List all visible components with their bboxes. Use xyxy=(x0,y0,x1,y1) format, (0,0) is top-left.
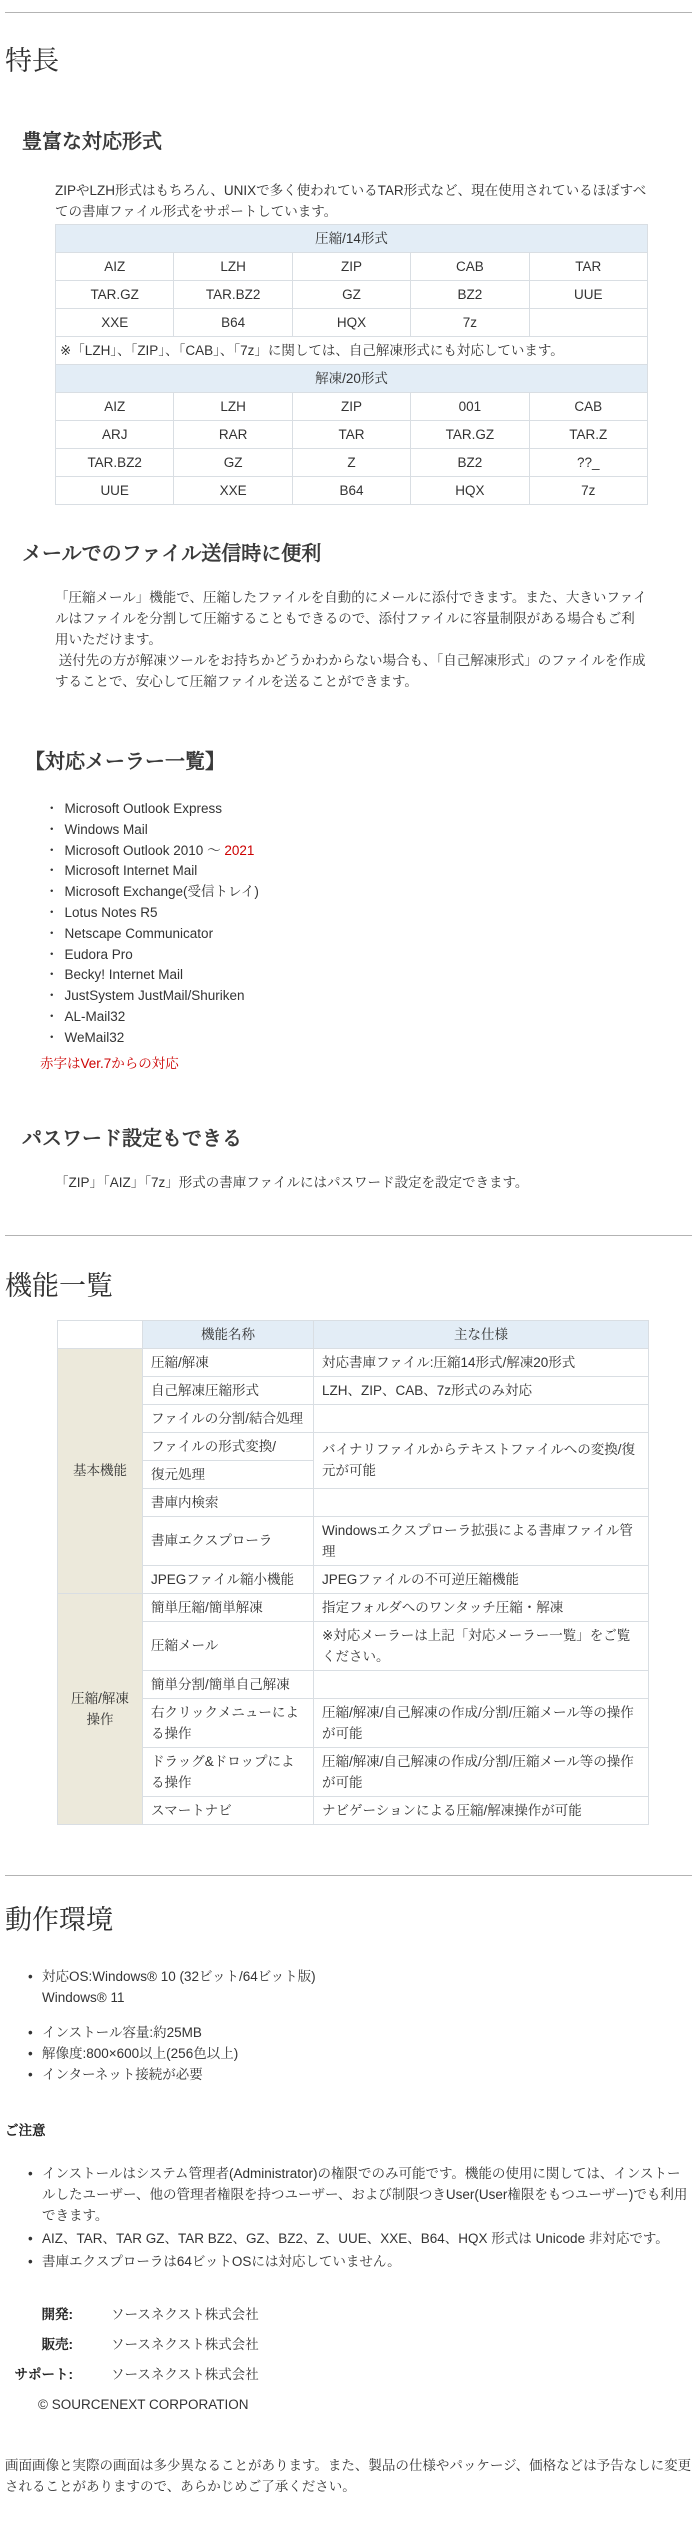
mailer-list xyxy=(0,799,700,1049)
credit-value: ソースネクスト株式会社 xyxy=(111,2336,259,2352)
function-spec-cell xyxy=(314,1670,649,1698)
table-row xyxy=(56,253,648,281)
list-item xyxy=(28,2251,690,2272)
format-cell: TAR xyxy=(529,253,647,281)
mailer-name: Windows Mail xyxy=(64,821,148,837)
table-row xyxy=(58,1670,649,1698)
list-item xyxy=(45,965,700,986)
list-bullet: ・ xyxy=(45,801,59,816)
format-cell: XXE xyxy=(56,309,174,337)
environment-line: Windows® 11 xyxy=(42,1989,125,2005)
table-row xyxy=(58,1565,649,1593)
function-name-cell: JPEGファイル縮小機能 xyxy=(143,1565,314,1593)
section-title-features: 特長 xyxy=(5,46,59,76)
format-cell: Z xyxy=(292,449,410,477)
format-cell: UUE xyxy=(529,281,647,309)
credit-value: ソースネクスト株式会社 xyxy=(111,2366,259,2382)
list-bullet: ・ xyxy=(45,988,59,1004)
credit-row xyxy=(5,2334,700,2355)
list-item xyxy=(45,799,700,820)
format-cell: 7z xyxy=(529,477,647,505)
format-cell: AIZ xyxy=(56,393,174,421)
function-spec-cell: 圧縮/解凍/自己解凍の作成/分割/圧縮メール等の操作が可能 xyxy=(314,1698,649,1747)
format-cell: ??_ xyxy=(529,449,647,477)
function-name-cell: 簡単圧縮/簡単解凍 xyxy=(143,1593,314,1621)
table-row xyxy=(58,1404,649,1432)
extract-formats-table xyxy=(55,364,648,505)
function-name-cell: ファイルの形式変換/ xyxy=(143,1432,314,1460)
section-title-mailer-list: 【対応メーラー一覧】 xyxy=(25,751,225,773)
list-bullet: • xyxy=(28,2230,33,2246)
functions-header-cell: 機能名称 xyxy=(143,1320,314,1348)
function-spec-cell: ※対応メーラーは上記「対応メーラー一覧」をご覧ください。 xyxy=(314,1621,649,1670)
list-bullet: ・ xyxy=(45,1008,59,1024)
mailer-name: Microsoft Outlook Express xyxy=(64,801,223,816)
format-cell: 7z xyxy=(411,309,529,337)
function-name-cell: 書庫内検索 xyxy=(143,1488,314,1516)
format-cell: GZ xyxy=(292,281,410,309)
list-bullet: ・ xyxy=(45,821,59,837)
top-divider xyxy=(5,12,692,13)
function-spec-cell xyxy=(314,1488,649,1516)
mailer-name: Eudora Pro xyxy=(64,946,133,962)
format-cell: TAR.Z xyxy=(529,421,647,449)
list-item xyxy=(45,1007,700,1028)
list-bullet: • xyxy=(28,1968,33,1984)
format-cell: HQX xyxy=(292,309,410,337)
mail-paragraph: 送付先の方が解凍ツールをお持ちかどうかわからない場合も、「自己解凍形式」のファイルを作成することで、安心して圧縮ファイルを送ることができます。 xyxy=(55,653,646,689)
function-spec-cell: JPEGファイルの不可逆圧縮機能 xyxy=(314,1565,649,1593)
list-item xyxy=(28,1966,690,2008)
function-group-cell: 圧縮/解凍操作 xyxy=(58,1593,143,1824)
section-title-formats: 豊富な対応形式 xyxy=(22,131,162,153)
table-row xyxy=(58,1747,649,1796)
table-row xyxy=(58,1376,649,1404)
environment-line: インターネット接続が必要 xyxy=(42,2066,203,2082)
function-name-cell: 書庫エクスプローラ xyxy=(143,1516,314,1565)
format-cell: ARJ xyxy=(56,421,174,449)
table-row xyxy=(56,309,648,337)
format-cell: 001 xyxy=(411,393,529,421)
section-title-functions: 機能一覧 xyxy=(5,1270,113,1301)
credit-label: 開発: xyxy=(41,2306,73,2322)
format-cell: LZH xyxy=(174,393,292,421)
section-title-notes: ご注意 xyxy=(5,2122,46,2138)
credit-label: サポート: xyxy=(14,2366,73,2382)
format-cell: TAR.GZ xyxy=(56,281,174,309)
note-line: 書庫エクスプローラは64ビットOSには対応していません。 xyxy=(42,2253,401,2269)
list-bullet: ・ xyxy=(45,842,59,858)
environment-line: 解像度:800×600以上(256色以上) xyxy=(42,2045,239,2061)
function-spec-cell: LZH、ZIP、CAB、7z形式のみ対応 xyxy=(314,1376,649,1404)
credit-row xyxy=(5,2364,700,2385)
format-table-header-row xyxy=(56,365,648,393)
table-row xyxy=(58,1796,649,1824)
format-cell: LZH xyxy=(174,253,292,281)
table-row xyxy=(58,1698,649,1747)
bottom-divider xyxy=(5,1875,692,1876)
functions-table xyxy=(57,1320,649,1825)
table-row xyxy=(58,1488,649,1516)
environment-line: インストール容量:約25MB xyxy=(42,2024,202,2040)
function-group-cell: 基本機能 xyxy=(58,1348,143,1593)
list-bullet: ・ xyxy=(45,884,59,900)
format-cell: CAB xyxy=(411,253,529,281)
list-item xyxy=(45,841,700,862)
function-spec-cell: Windowsエクスプローラ拡張による書庫ファイル管理 xyxy=(314,1516,649,1565)
format-cell: B64 xyxy=(292,477,410,505)
mailer-name: Lotus Notes R5 xyxy=(64,904,158,920)
function-spec-cell: ナビゲーションによる圧縮/解凍操作が可能 xyxy=(314,1796,649,1824)
format-note-row xyxy=(56,337,648,365)
mail-paragraphs xyxy=(0,587,700,692)
function-spec-cell: バイナリファイルからテキストファイルへの変換/復元が可能 xyxy=(314,1432,649,1488)
table-row xyxy=(56,421,648,449)
list-bullet: ・ xyxy=(45,904,59,920)
mailer-name-red: 2021 xyxy=(224,842,255,858)
list-bullet: ・ xyxy=(45,863,59,879)
functions-header-cell: 主な仕様 xyxy=(314,1320,649,1348)
copyright-text: © SOURCENEXT CORPORATION xyxy=(38,2396,249,2412)
list-bullet: ・ xyxy=(45,1029,59,1045)
functions-header-row xyxy=(58,1320,649,1348)
format-note-text: ※「LZH」、「ZIP」、「CAB」、「7z」に関しては、自己解凍形式にも対応しています。 xyxy=(56,337,648,365)
mid-divider xyxy=(5,1235,692,1236)
note-line: AIZ、TAR、TAR GZ、TAR BZ2、GZ、BZ2、Z、UUE、XXE、B64、HQX 形式は Unicode 非対応です。 xyxy=(42,2230,669,2246)
mailer-name: AL-Mail32 xyxy=(64,1008,126,1024)
table-row xyxy=(56,477,648,505)
format-cell: TAR.BZ2 xyxy=(174,281,292,309)
list-item xyxy=(28,2228,690,2249)
product-info-page xyxy=(0,12,700,2497)
format-cell: B64 xyxy=(174,309,292,337)
function-name-cell: 右クリックメニューによる操作 xyxy=(143,1698,314,1747)
table-row xyxy=(58,1516,649,1565)
table-row xyxy=(56,393,648,421)
environment-list xyxy=(0,1966,700,2085)
format-cell: BZ2 xyxy=(411,281,529,309)
list-item xyxy=(45,820,700,841)
list-item xyxy=(45,1028,700,1049)
table-row xyxy=(56,449,648,477)
function-name-cell: スマートナビ xyxy=(143,1796,314,1824)
mailer-name: Netscape Communicator xyxy=(64,925,214,941)
list-item xyxy=(28,2163,690,2226)
list-item xyxy=(28,2064,690,2085)
mail-paragraph: 「圧縮メール」機能で、圧縮したファイルを自動的にメールに添付できます。また、大きいファイルはファイルを分割して圧縮することもできるので、添付ファイルに容量制限がある場合もご利用いただけます。 xyxy=(55,590,647,647)
format-cell: GZ xyxy=(174,449,292,477)
list-item xyxy=(28,2022,690,2043)
format-table-header-row xyxy=(56,225,648,253)
format-cell xyxy=(529,309,647,337)
list-item xyxy=(45,882,700,903)
table-row xyxy=(56,281,648,309)
list-item xyxy=(45,903,700,924)
format-table-header-cell: 解凍/20形式 xyxy=(56,365,648,393)
function-name-cell: 圧縮メール xyxy=(143,1621,314,1670)
format-cell: TAR xyxy=(292,421,410,449)
function-spec-cell xyxy=(314,1404,649,1432)
mailer-name: Microsoft Internet Mail xyxy=(64,863,198,879)
table-row xyxy=(58,1593,649,1621)
function-name-cell: 圧縮/解凍 xyxy=(143,1348,314,1376)
format-cell: CAB xyxy=(529,393,647,421)
list-bullet: • xyxy=(28,2024,33,2040)
credit-label: 販売: xyxy=(41,2336,73,2352)
mailer-name: Becky! Internet Mail xyxy=(64,967,184,983)
footer-disclaimer-text: 画面画像と実際の画面は多少異なることがあります。また、製品の仕様やパッケージ、価格などは予告なしに変更されることがありますので、あらかじめご了承ください。 xyxy=(5,2457,692,2494)
list-bullet: • xyxy=(28,2253,33,2269)
mailer-name: WeMail32 xyxy=(64,1029,125,1045)
format-cell: AIZ xyxy=(56,253,174,281)
format-cell: UUE xyxy=(56,477,174,505)
function-spec-cell: 対応書庫ファイル:圧縮14形式/解凍20形式 xyxy=(314,1348,649,1376)
table-row xyxy=(58,1432,649,1460)
format-cell: BZ2 xyxy=(411,449,529,477)
format-cell: ZIP xyxy=(292,253,410,281)
note-line: インストールはシステム管理者(Administrator)の権限でのみ可能です。機能の使用に関しては、インストールしたユーザー、他の管理者権限を持つユーザー、および制限つきUser(User権限をもつユーザー)でも利用できます。 xyxy=(42,2165,688,2223)
list-bullet: • xyxy=(28,2066,33,2082)
format-cell: RAR xyxy=(174,421,292,449)
format-cell: TAR.GZ xyxy=(411,421,529,449)
list-bullet: ・ xyxy=(45,967,59,983)
section-title-environment: 動作環境 xyxy=(5,1904,113,1935)
format-cell: ZIP xyxy=(292,393,410,421)
credit-row xyxy=(5,2304,700,2325)
notes-list xyxy=(0,2163,700,2272)
list-item xyxy=(45,861,700,882)
list-bullet: • xyxy=(28,2165,33,2181)
function-name-cell: 復元処理 xyxy=(143,1460,314,1488)
password-body-text: 「ZIP」「AIZ」「7z」形式の書庫ファイルにはパスワード設定を設定できます。 xyxy=(55,1174,529,1190)
list-item xyxy=(28,2043,690,2064)
function-name-cell: ドラッグ&ドロップによる操作 xyxy=(143,1747,314,1796)
section-title-password: パスワード設定もできる xyxy=(22,1127,242,1150)
function-name-cell: 簡単分割/簡単自己解凍 xyxy=(143,1670,314,1698)
credit-value: ソースネクスト株式会社 xyxy=(111,2306,259,2322)
function-spec-cell: 圧縮/解凍/自己解凍の作成/分割/圧縮メール等の操作が可能 xyxy=(314,1747,649,1796)
compress-formats-table xyxy=(55,224,648,365)
list-item xyxy=(45,945,700,966)
functions-header-corner xyxy=(58,1320,143,1348)
function-name-cell: ファイルの分割/結合処理 xyxy=(143,1404,314,1432)
mailer-red-footnote: 赤字はVer.7からの対応 xyxy=(40,1055,179,1071)
list-bullet: ・ xyxy=(45,946,59,962)
mailer-name: JustSystem JustMail/Shuriken xyxy=(64,988,245,1004)
list-item xyxy=(45,924,700,945)
table-row xyxy=(58,1621,649,1670)
function-spec-cell: 指定フォルダへのワンタッチ圧縮・解凍 xyxy=(314,1593,649,1621)
list-bullet: • xyxy=(28,2045,33,2061)
format-table-header-cell: 圧縮/14形式 xyxy=(56,225,648,253)
function-name-cell: 自己解凍圧縮形式 xyxy=(143,1376,314,1404)
mailer-name: Microsoft Outlook 2010 ～ xyxy=(64,842,225,858)
format-cell: HQX xyxy=(411,477,529,505)
list-bullet: ・ xyxy=(45,925,59,941)
formats-intro-text: ZIPやLZH形式はもちろん、UNIXで多く使われているTAR形式など、現在使用されているほぼすべての書庫ファイル形式をサポートしています。 xyxy=(55,183,647,219)
environment-line: 対応OS:Windows® 10 (32ビット/64ビット版) xyxy=(42,1968,316,1984)
mailer-name: Microsoft Exchange(受信トレイ) xyxy=(64,884,259,900)
table-row xyxy=(58,1348,649,1376)
format-cell: TAR.BZ2 xyxy=(56,449,174,477)
format-cell: XXE xyxy=(174,477,292,505)
credits-block xyxy=(5,2304,700,2385)
section-title-mail: メールでのファイル送信時に便利 xyxy=(22,543,322,565)
list-item xyxy=(45,986,700,1007)
